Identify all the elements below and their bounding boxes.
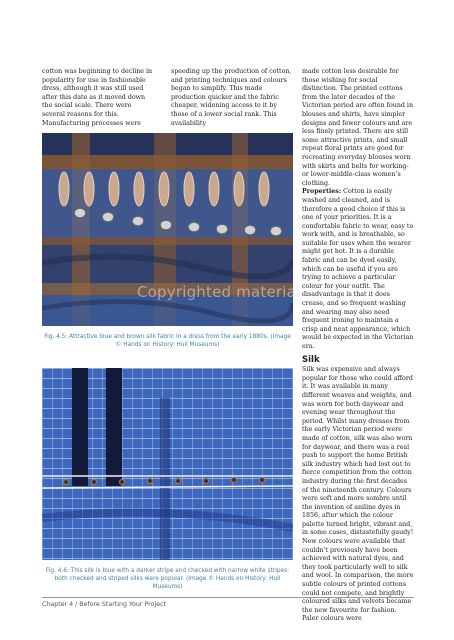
body-paragraph: speeding up the production of cotton, and printing techniques and colours began to simplify. This made production quicker and the fabric cheaper, widening access to it by those of a lower social rank. This availability [171, 68, 292, 127]
properties-label: Properties: [302, 188, 342, 196]
figure-4-6-photo [42, 368, 293, 560]
footer-rule [42, 597, 414, 598]
figure-4-6-caption: Fig. 4.6: This silk is blue with a darker stripe and checked with narrow white stripes: both checked and striped silks were popular. (Image © Hands on History: Hull Museums) [45, 568, 290, 590]
text-column-2 [171, 68, 293, 128]
text-column-1 [42, 68, 154, 128]
silk-heading: Silk [302, 354, 320, 365]
properties-text: Cotton is easily washed and cleaned, and is therefore a good choice if this is one of your priorities. It is a comfortable fabric to wear, easy to work with, and is breathable, so suitable for uses when the wearer might get hot. It is a durable fabric and can be dyed easily, which can be useful if you are trying to achieve a particular colour for your outfit. The disadvantage is that it does crease, and so frequent washing and wearing may also need frequent ironing to maintain a crisp and neat appearance, which would be expected in the Victorian era. [302, 188, 414, 350]
page-footer: Chapter 4 / Before Starting Your Project [42, 601, 167, 608]
figure-4-5-caption: Fig. 4.5: Attractive blue and brown silk fabric in a dress from the early 1880s. (Image © Hands on History: Hull Museums) [44, 334, 291, 348]
silk-paragraph: Silk was expensive and always popular for those who could afford it. It was available in many different weaves and weights, and was worn for both daywear and evening wear throughout the period. Whilst many dresses from the early Victorian period were made of cotton, silk was also worn for daywear, and there was a real push to support the home British silk industry which had lost out to fierce competition from the cotton industry during the first decades of the nineteenth century. Colours were soft and more sombre until the invention of aniline dyes in 1856, after which the colour palette turned bright, vibrant and, in some cases, distastefully gaudy! New colours were available that couldn’t previously have been achieved with natural dyes, and they took particularly well to silk and wool. In comparison, the more subtle colours of printed cottons could not compete, and brightly coloured silks and velvets became the new favourite for fashion. Paler colours were [302, 366, 414, 623]
body-paragraph: cotton was beginning to decline in popularity for use in fashionable dress, although it was still used after this date as it moved down the social scale. There were several reasons for this. Manufacturing processes were [42, 68, 153, 127]
body-paragraph: made cotton less desirable for those wishing for social distinction. The printed cottons from the later decades of the Victorian period are often found in blouses and shirts, have simpler designs and fewer colours and are less finely printed. There are still some attractive prints, and small repeat floral prints are good for recreating everyday blouses worn with skirts and belts for working- or lower-middle-class women’s clothing. [302, 68, 414, 187]
checked-silk-illustration [42, 368, 293, 560]
properties-paragraph [302, 188, 414, 351]
copyright-watermark: Copyrighted material [137, 283, 301, 301]
text-column-3 [302, 68, 414, 624]
